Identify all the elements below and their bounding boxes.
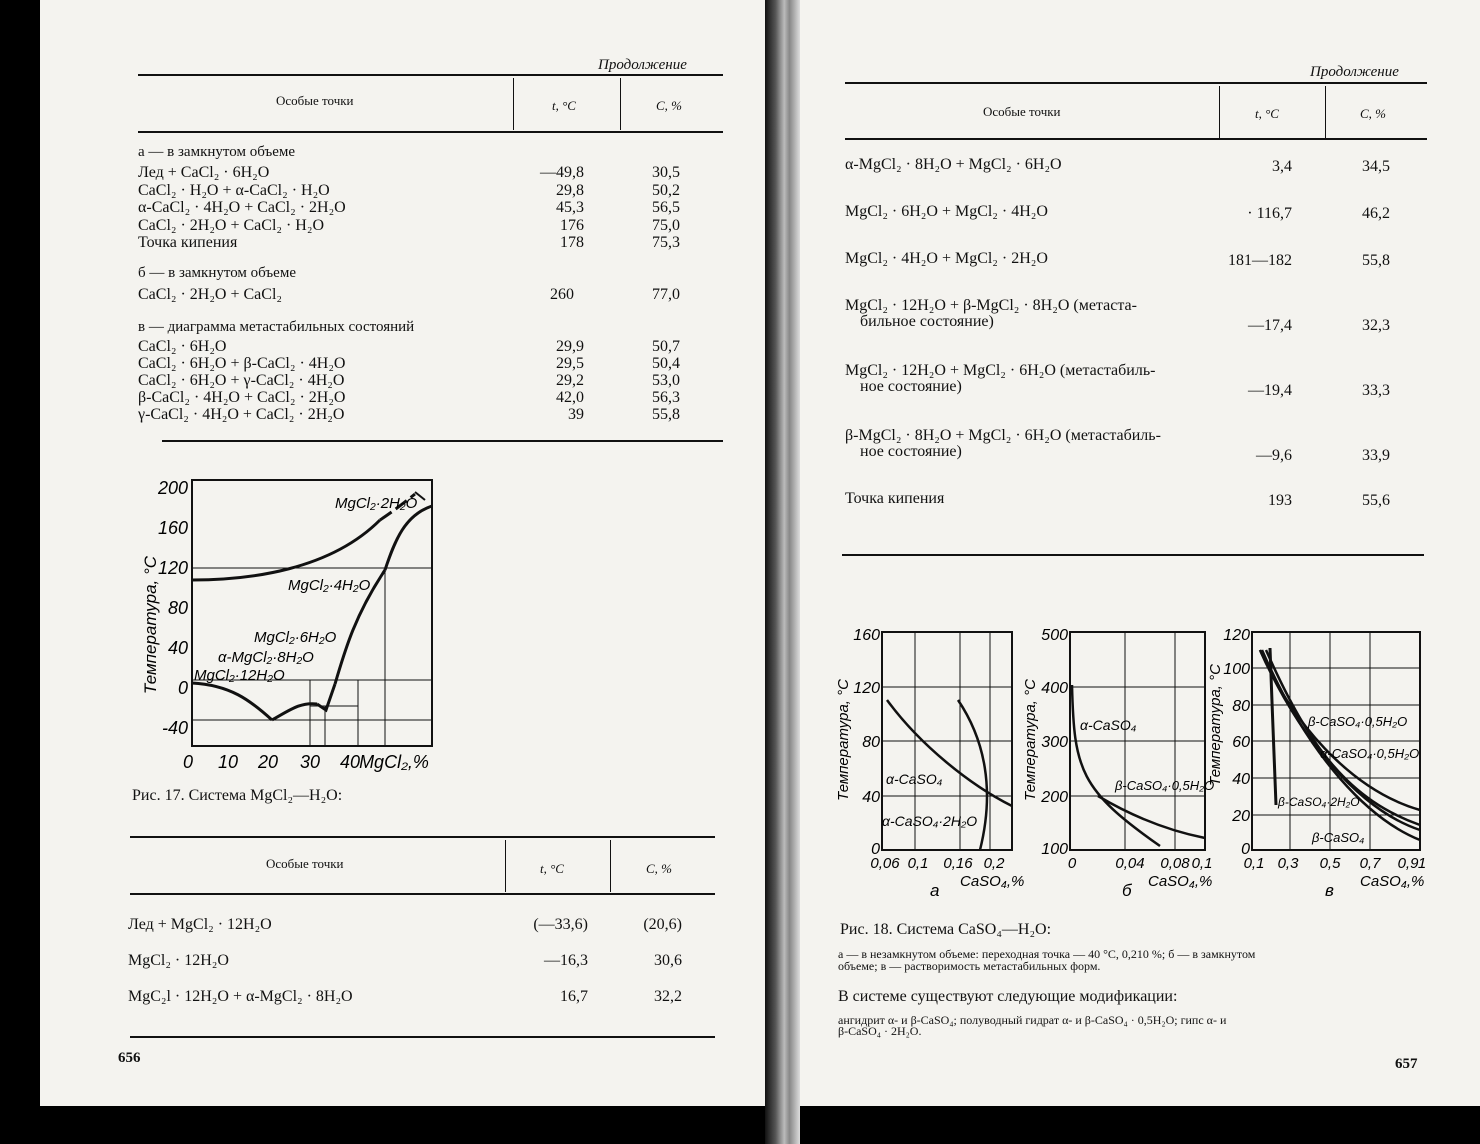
fig18a-xticks: [870, 855, 1005, 872]
row-c: 32,3: [1362, 317, 1390, 334]
tick-label: 0: [1067, 855, 1077, 872]
fig17-label-2h2o: MgCl₂·2H₂O: [335, 495, 418, 512]
fig18v-yticks: [1223, 627, 1250, 858]
fig18a-label-2: α-CaSO₄·2H₂O: [882, 813, 978, 829]
row-t: 45,3: [556, 199, 584, 216]
row-t: (—33,6): [533, 916, 588, 933]
row-label: Точка кипения: [845, 490, 945, 507]
header-points: Особые точки: [983, 104, 1061, 119]
fig18a-yticks: [853, 627, 880, 858]
tick-label: 300: [1041, 734, 1068, 751]
row-t: 178: [560, 234, 584, 251]
row-c: 50,7: [652, 338, 680, 355]
fig18-note-1: а — в незамкнутом объеме: переходная точка — 40 °С, 0,210 %; б — в замкнутом: [838, 947, 1256, 961]
page-number: 657: [1395, 1056, 1418, 1072]
modifications-paragraph: В системе существуют следующие модификации:: [838, 988, 1178, 1005]
row-label: CaCl₂ · 6H₂O: [138, 338, 227, 355]
fig18b-ylabel: Температура, °С: [1022, 679, 1039, 801]
tick-label: 120: [1223, 627, 1250, 644]
tick-label: 0: [871, 841, 880, 858]
tick-label: 120: [157, 558, 188, 578]
fig18a-label-1: α-CaSO₄: [886, 771, 943, 787]
fig18b-yticks: [1040, 627, 1068, 858]
tick-label: 400: [1041, 680, 1068, 697]
row-label: CaCl₂ · 6H₂O + γ-CaCl₂ · 4H₂O: [138, 372, 345, 389]
row-t: 181—182: [1228, 252, 1292, 269]
tick-label: MgCl₂,%: [359, 752, 429, 772]
tick-label: 160: [157, 518, 188, 538]
row-label: CaCl₂ · 2H₂O + CaCl₂: [138, 286, 282, 303]
fig18v-ylabel: Температура, °С: [1207, 664, 1224, 786]
row-label: MgCl₂ · 6H₂O + MgCl₂ · 4H₂O: [845, 203, 1048, 220]
table2-bottom-rule: [130, 1036, 715, 1038]
fig17-yticks: [157, 478, 188, 738]
row-c: 30,5: [652, 164, 680, 181]
row-t: —49,8: [540, 164, 584, 181]
tick-label: 20: [1232, 808, 1250, 825]
tick-label: 40: [339, 752, 361, 772]
row-t: —19,4: [1248, 382, 1292, 399]
row-c: 34,5: [1362, 158, 1390, 175]
row-label: CaCl₂ · H₂O + α-CaCl₂ · H₂O: [138, 181, 330, 199]
section-a: а — в замкнутом объеме: [138, 144, 296, 160]
row-label: Точка кипения: [138, 234, 238, 251]
fig18b-panel: б: [1122, 881, 1132, 900]
row-t: 29,5: [556, 355, 584, 372]
row-t: 260: [550, 286, 574, 303]
row-c: 33,3: [1362, 382, 1390, 399]
row-t: —17,4: [1248, 317, 1292, 334]
fig18-panel-v: [1207, 627, 1426, 900]
row-label: CaCl₂ · 6H₂O + β-CaCl₂ · 4H₂O: [138, 355, 346, 372]
row-t: 42,0: [556, 389, 584, 406]
tick-label: 80: [1232, 698, 1250, 715]
row-label-cont: ное состояние): [860, 378, 962, 395]
fig17-label-12h2o: MgCl₂·12H₂O: [194, 667, 285, 684]
row-label: MgCl₂ · 12H₂O + β-MgCl₂ · 8H₂O (метаста-: [845, 297, 1137, 314]
tick-label: 0,1: [1243, 855, 1265, 872]
right-page: [800, 0, 1480, 1106]
table-header-rule: [138, 131, 723, 133]
section-v: в — диаграмма метастабильных состояний: [138, 319, 415, 335]
table-top-rule: [845, 82, 1427, 84]
tick-label: 0,06: [870, 855, 900, 872]
tick-label: 0,5: [1319, 855, 1341, 872]
tick-label: 0,9: [1397, 855, 1419, 872]
row-t: 3,4: [1272, 158, 1292, 175]
row-t: 29,8: [556, 181, 584, 199]
modifications-note-1: ангидрит α- и β-CaSO₄; полуводный гидрат α- и β-CaSO₄ · 0,5H₂O; гипс α- и: [838, 1013, 1227, 1027]
tick-label: 10: [217, 752, 239, 772]
header-t: t, °C: [552, 98, 576, 113]
tick-label: 160: [853, 627, 880, 644]
tick-label: 80: [167, 598, 188, 618]
fig18a-ylabel: Температура, °С: [835, 679, 852, 801]
row-t: 29,9: [556, 338, 584, 355]
tick-label: 40: [862, 789, 880, 806]
tick-label: 0,1: [907, 855, 929, 872]
section-b: б — в замкнутом объеме: [138, 265, 296, 281]
col-divider: [1219, 86, 1220, 138]
col-divider: [620, 78, 621, 130]
tick-label: 0,1: [1191, 855, 1213, 872]
row-c: 75,0: [652, 216, 680, 234]
tick-label: 0,7: [1359, 855, 1381, 872]
fig18v-label-2: α-CaSO₄·0,5H₂O: [1320, 746, 1420, 761]
row-label: MgCl₂ · 12H₂O + MgCl₂ · 6H₂O (метастабиль-: [845, 362, 1156, 379]
fig18-note-2: объеме; в — растворимость метастабильных форм.: [838, 959, 1101, 973]
tick-label: 60: [1232, 734, 1250, 751]
row-label-cont: бильное состояние): [860, 313, 994, 330]
page-number: 656: [118, 1050, 141, 1066]
row-t: —9,6: [1256, 447, 1292, 464]
tick-label: 200: [1041, 789, 1068, 806]
row-c: 50,4: [652, 355, 680, 372]
row-label: Лед + CaCl₂ · 6H₂O: [138, 164, 270, 181]
header-t: t, °C: [1255, 106, 1279, 121]
table2-header-t: t, °C: [540, 861, 564, 876]
row-c: 50,2: [652, 181, 680, 199]
table2-header-c: C, %: [646, 861, 672, 876]
tick-label: 0,08: [1160, 855, 1190, 872]
fig18a-xlabel: CaSO₄,%: [960, 873, 1025, 890]
header-points: Особые точки: [276, 93, 354, 108]
col-divider: [505, 840, 506, 892]
tick-label: 0,3: [1277, 855, 1299, 872]
row-c: 75,3: [652, 234, 680, 251]
table-header-rule: [845, 138, 1427, 140]
fig18a-panel: а: [930, 881, 940, 900]
fig17-ylabel: Температура, °С: [141, 555, 160, 695]
row-label: β-MgCl₂ · 8H₂O + MgCl₂ · 6H₂O (метастабиль-: [845, 427, 1161, 444]
fig17-label-8h2o: α-MgCl₂·8H₂O: [218, 649, 314, 666]
tick-label: 0,16: [943, 855, 973, 872]
row-c: 77,0: [652, 286, 680, 303]
fig17-curve-ice: [192, 683, 272, 720]
tick-label: -40: [161, 718, 188, 738]
table-bottom-rule: [162, 440, 723, 442]
col-divider: [513, 78, 514, 130]
tick-label: 0,04: [1115, 855, 1145, 872]
left-page: [40, 0, 765, 1106]
tick-label: 200: [157, 478, 188, 498]
table2-header-points: Особые точки: [266, 856, 344, 871]
row-t: 29,2: [556, 372, 584, 389]
col-divider: [610, 840, 611, 892]
tick-label: 80: [862, 734, 880, 751]
tick-label: 20: [257, 752, 279, 772]
tick-label: 100: [1223, 661, 1250, 678]
fig18v-label-3: β-CaSO₄·2H₂O: [1278, 795, 1360, 809]
fig18v-label-1: β-CaSO₄·0,5H₂O: [1308, 714, 1408, 729]
fig18v-xlabel: CaSO₄,%: [1360, 873, 1425, 890]
modifications-note-2: β-CaSO₄ · 2H₂O.: [838, 1024, 922, 1038]
continuation-label: Продолжение: [598, 57, 687, 73]
fig18v-label-4: β-CaSO₄: [1312, 830, 1365, 845]
row-c: (20,6): [643, 916, 682, 933]
row-c: 53,0: [652, 372, 680, 389]
fig18-caption: Рис. 18. Система CaSO₄—H₂O:: [840, 921, 1052, 938]
tick-label: 30: [299, 752, 321, 772]
fig18-panel-a: [835, 627, 1024, 900]
fig17-xticks: [183, 752, 429, 772]
row-label: α-CaCl₂ · 4H₂O + CaCl₂ · 2H₂O: [138, 199, 346, 216]
fig18b-xlabel: CaSO₄,%: [1148, 873, 1213, 890]
row-c: 55,8: [1362, 252, 1390, 269]
fig17-label-6h2o: MgCl₂·6H₂O: [254, 629, 337, 646]
row-c: 46,2: [1362, 205, 1390, 222]
row-t: 176: [560, 216, 584, 234]
row-c: 55,8: [652, 406, 680, 423]
fig17-curve-top: [192, 520, 380, 580]
continuation-label: Продолжение: [1310, 64, 1399, 80]
row-label-cont: ное состояние): [860, 443, 962, 460]
fig17-label-4h2o: MgCl₂·4H₂O: [288, 577, 371, 594]
row-t: 16,7: [560, 988, 588, 1005]
row-label: γ-CaCl₂ · 4H₂O + CaCl₂ · 2H₂O: [138, 406, 345, 423]
row-label: α-MgCl₂ · 8H₂O + MgCl₂ · 6H₂O: [845, 156, 1062, 173]
fig17-chart: [130, 470, 450, 780]
row-label: MgCl₂ · 4H₂O + MgCl₂ · 2H₂O: [845, 250, 1048, 267]
col-divider: [1325, 86, 1326, 138]
fig18b-xticks: [1068, 855, 1213, 872]
row-c: 30,6: [654, 952, 682, 969]
tick-label: 0: [182, 752, 194, 772]
row-c: 33,9: [1362, 447, 1390, 464]
row-t: 39: [568, 406, 584, 423]
fig18-chart: [830, 620, 1430, 905]
table2-top-rule: [130, 836, 715, 838]
tick-label: 1: [1417, 855, 1427, 872]
table2-header-rule: [130, 893, 715, 895]
tick-label: 40: [1232, 771, 1250, 788]
tick-label: 40: [167, 638, 188, 658]
fig18b-label-2: β-CaSO₄·0,5H₂O: [1115, 778, 1215, 793]
fig17-curve-4h2o: [385, 506, 432, 570]
row-t: 193: [1268, 492, 1292, 509]
table-top-rule: [138, 74, 723, 76]
row-label: CaCl₂ · 2H₂O + CaCl₂ · H₂O: [138, 216, 324, 234]
tick-label: 500: [1041, 627, 1068, 644]
tick-label: 0,2: [983, 855, 1005, 872]
fig18v-panel: в: [1325, 881, 1334, 900]
fig18v-xticks: [1244, 855, 1427, 872]
tick-label: 100: [1041, 841, 1068, 858]
row-label: MgCl₂ · 12H₂O: [128, 952, 229, 969]
row-label: β-CaCl₂ · 4H₂O + CaCl₂ · 2H₂O: [138, 389, 346, 406]
fig18-panel-b: [1022, 627, 1214, 900]
tick-label: 120: [853, 680, 880, 697]
fig17-caption: Рис. 17. Система MgCl₂—H₂O:: [132, 787, 343, 804]
header-c: C, %: [656, 98, 682, 113]
book-gutter: [765, 0, 800, 1144]
row-label: Лед + MgCl₂ · 12H₂O: [128, 916, 272, 933]
header-c: C, %: [1360, 106, 1386, 121]
tick-label: 0: [177, 678, 188, 698]
row-label: MgC₂l · 12H₂O + α-MgCl₂ · 8H₂O: [128, 988, 353, 1005]
table-bottom-rule: [842, 554, 1424, 556]
row-t: —16,3: [544, 952, 588, 969]
row-c: 32,2: [654, 988, 682, 1005]
tick-label: 0: [1241, 841, 1250, 858]
fig18b-label-1: α-CaSO₄: [1080, 717, 1137, 733]
row-c: 56,3: [652, 389, 680, 406]
row-c: 55,6: [1362, 492, 1390, 509]
row-c: 56,5: [652, 199, 680, 216]
row-t: · 116,7: [1247, 205, 1292, 222]
